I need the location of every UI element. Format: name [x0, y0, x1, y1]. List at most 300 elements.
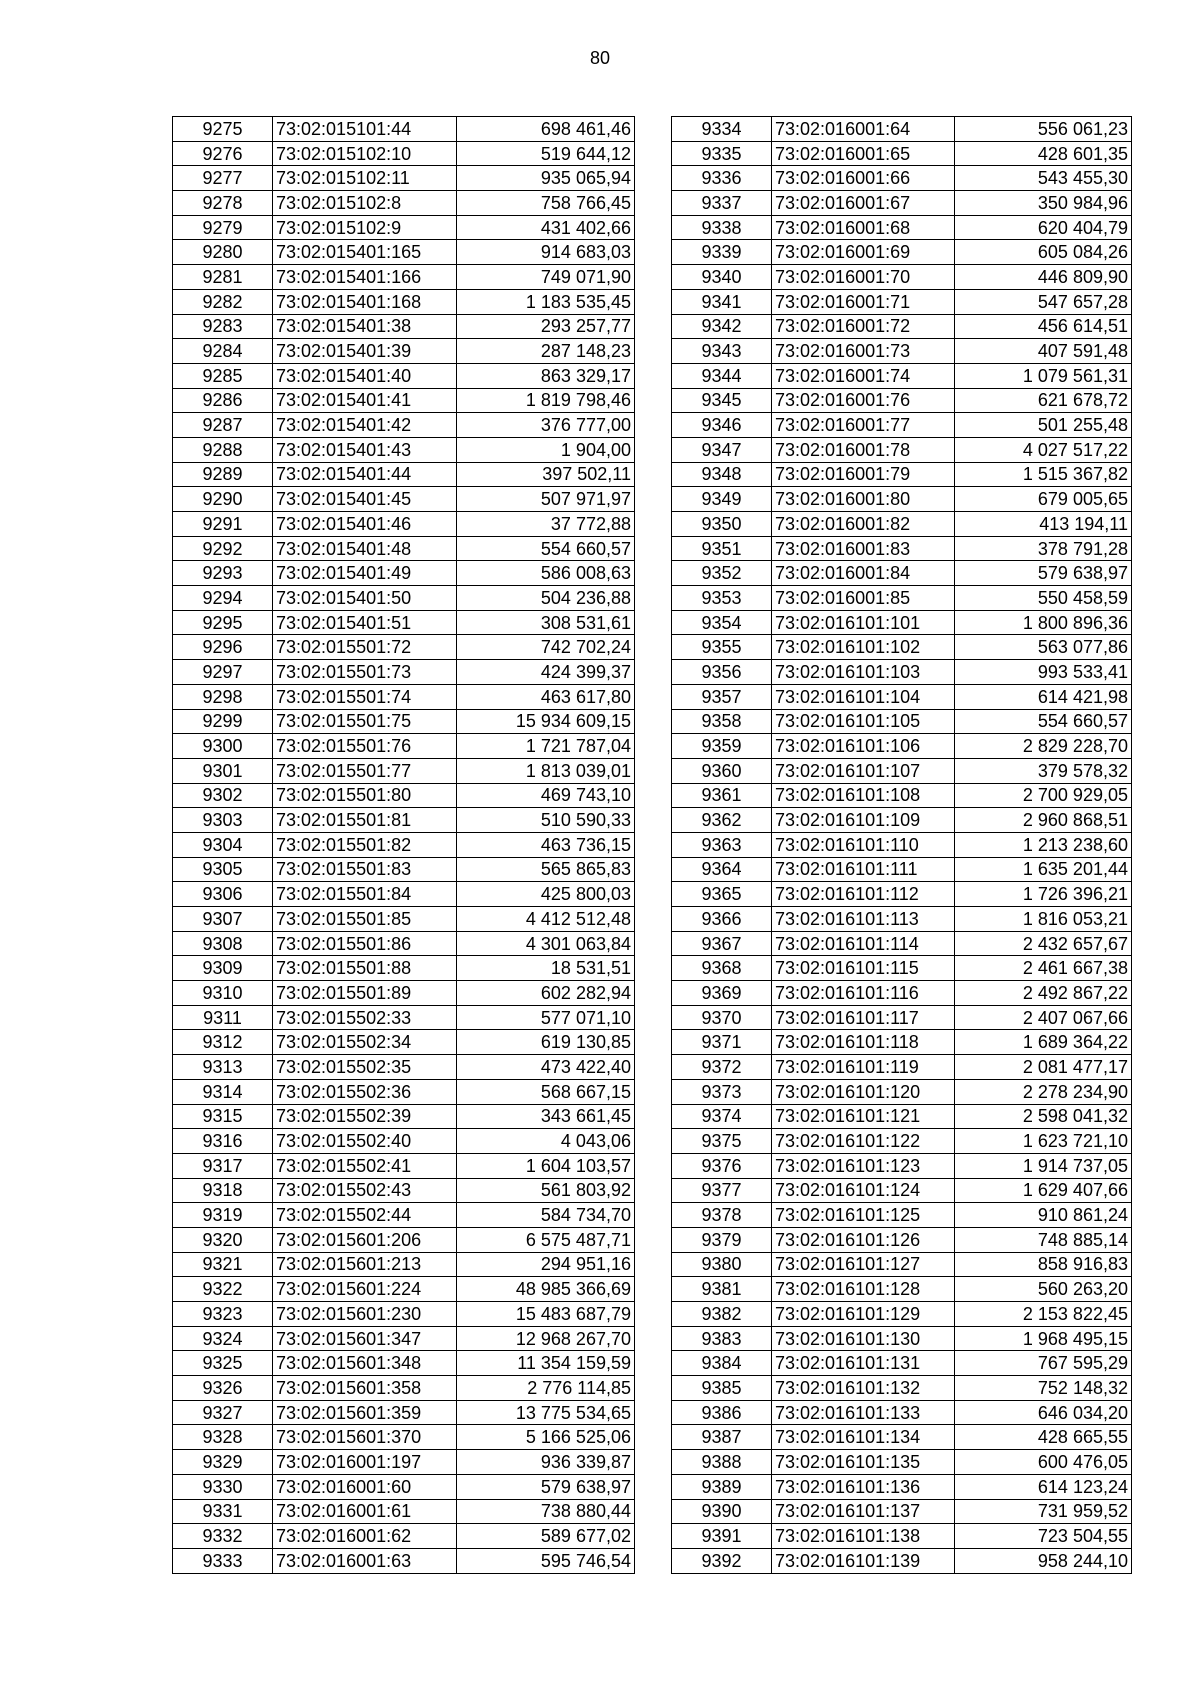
table-row [173, 981, 635, 1006]
cadastral-value: 619 130,85 [457, 1030, 635, 1055]
cadastral-value: 1 183 535,45 [457, 289, 635, 314]
cadastral-value: 2 407 067,66 [955, 1005, 1132, 1030]
cadastral-value: 2 776 114,85 [457, 1376, 635, 1401]
row-number: 9284 [173, 339, 273, 364]
table-row [672, 1351, 1132, 1376]
cadastral-value: 605 084,26 [955, 240, 1132, 265]
row-number: 9285 [173, 363, 273, 388]
cadastral-number: 73:02:016001:66 [772, 166, 955, 191]
row-number: 9345 [672, 388, 772, 413]
cadastral-number: 73:02:015502:34 [273, 1030, 457, 1055]
cadastral-number: 73:02:016001:60 [273, 1474, 457, 1499]
cadastral-number: 73:02:015501:88 [273, 956, 457, 981]
table-row [173, 660, 635, 685]
table-row [173, 437, 635, 462]
table-row [672, 487, 1132, 512]
cadastral-number: 73:02:015501:83 [273, 857, 457, 882]
row-number: 9317 [173, 1153, 273, 1178]
cadastral-number: 73:02:015102:10 [273, 141, 457, 166]
cadastral-number: 73:02:016101:138 [772, 1524, 955, 1549]
cadastral-value: 563 077,86 [955, 635, 1132, 660]
table-row [672, 660, 1132, 685]
row-number: 9361 [672, 783, 772, 808]
table-row [173, 240, 635, 265]
cadastral-number: 73:02:015601:359 [273, 1400, 457, 1425]
row-number: 9279 [173, 215, 273, 240]
cadastral-number: 73:02:015401:42 [273, 413, 457, 438]
table-row [173, 1326, 635, 1351]
cadastral-value: 1 604 103,57 [457, 1153, 635, 1178]
row-number: 9383 [672, 1326, 772, 1351]
table-row [672, 1055, 1132, 1080]
cadastral-value: 1 213 238,60 [955, 832, 1132, 857]
cadastral-number: 73:02:016001:65 [772, 141, 955, 166]
cadastral-value: 914 683,03 [457, 240, 635, 265]
table-row [173, 1277, 635, 1302]
cadastral-value: 1 515 367,82 [955, 462, 1132, 487]
cadastral-value: 579 638,97 [457, 1474, 635, 1499]
cadastral-number: 73:02:015502:41 [273, 1153, 457, 1178]
row-number: 9319 [173, 1203, 273, 1228]
cadastral-number: 73:02:015401:40 [273, 363, 457, 388]
row-number: 9295 [173, 610, 273, 635]
row-number: 9373 [672, 1079, 772, 1104]
cadastral-value: 1 819 798,46 [457, 388, 635, 413]
cadastral-value: 679 005,65 [955, 487, 1132, 512]
table-row [173, 1104, 635, 1129]
cadastral-value: 1 968 495,15 [955, 1326, 1132, 1351]
cadastral-value: 1 904,00 [457, 437, 635, 462]
cadastral-value: 958 244,10 [955, 1548, 1132, 1573]
cadastral-value: 397 502,11 [457, 462, 635, 487]
cadastral-value: 600 476,05 [955, 1450, 1132, 1475]
table-row [672, 882, 1132, 907]
table-row [672, 1153, 1132, 1178]
row-number: 9292 [173, 536, 273, 561]
table-row [672, 289, 1132, 314]
table-row [173, 1030, 635, 1055]
cadastral-value: 1 726 396,21 [955, 882, 1132, 907]
row-number: 9298 [173, 684, 273, 709]
row-number: 9367 [672, 931, 772, 956]
table-row [173, 907, 635, 932]
row-number: 9386 [672, 1400, 772, 1425]
row-number: 9318 [173, 1178, 273, 1203]
table-row [173, 339, 635, 364]
cadastral-number: 73:02:016101:107 [772, 758, 955, 783]
table-row [672, 1376, 1132, 1401]
cadastral-number: 73:02:015501:85 [273, 907, 457, 932]
cadastral-number: 73:02:016101:101 [772, 610, 955, 635]
row-number: 9309 [173, 956, 273, 981]
row-number: 9353 [672, 586, 772, 611]
table-row [672, 117, 1132, 142]
row-number: 9293 [173, 561, 273, 586]
cadastral-value: 568 667,15 [457, 1079, 635, 1104]
table-row [672, 437, 1132, 462]
cadastral-number: 73:02:016101:108 [772, 783, 955, 808]
cadastral-value: 378 791,28 [955, 536, 1132, 561]
table-row [173, 1499, 635, 1524]
cadastral-number: 73:02:015501:81 [273, 808, 457, 833]
cadastral-value: 621 678,72 [955, 388, 1132, 413]
cadastral-value: 510 590,33 [457, 808, 635, 833]
cadastral-number: 73:02:015501:74 [273, 684, 457, 709]
cadastral-number: 73:02:015502:33 [273, 1005, 457, 1030]
table-row [173, 1178, 635, 1203]
cadastral-value: 12 968 267,70 [457, 1326, 635, 1351]
cadastral-value: 456 614,51 [955, 314, 1132, 339]
cadastral-value: 519 644,12 [457, 141, 635, 166]
cadastral-number: 73:02:015401:44 [273, 462, 457, 487]
cadastral-value: 287 148,23 [457, 339, 635, 364]
table-row [173, 684, 635, 709]
cadastral-value: 742 702,24 [457, 635, 635, 660]
row-number: 9330 [173, 1474, 273, 1499]
table-row [672, 1326, 1132, 1351]
cadastral-value: 993 533,41 [955, 660, 1132, 685]
row-number: 9366 [672, 907, 772, 932]
table-row [672, 1474, 1132, 1499]
row-number: 9387 [672, 1425, 772, 1450]
cadastral-number: 73:02:015401:41 [273, 388, 457, 413]
table-row [173, 1425, 635, 1450]
row-number: 9338 [672, 215, 772, 240]
cadastral-value: 446 809,90 [955, 265, 1132, 290]
row-number: 9346 [672, 413, 772, 438]
row-number: 9381 [672, 1277, 772, 1302]
table-row [173, 734, 635, 759]
cadastral-number: 73:02:015401:166 [273, 265, 457, 290]
table-row [672, 1005, 1132, 1030]
cadastral-number: 73:02:016001:73 [772, 339, 955, 364]
table-row [672, 931, 1132, 956]
row-number: 9294 [173, 586, 273, 611]
cadastral-number: 73:02:016101:102 [772, 635, 955, 660]
row-number: 9379 [672, 1227, 772, 1252]
table-row [173, 709, 635, 734]
row-number: 9341 [672, 289, 772, 314]
row-number: 9325 [173, 1351, 273, 1376]
cadastral-value: 646 034,20 [955, 1400, 1132, 1425]
row-number: 9275 [173, 117, 273, 142]
row-number: 9368 [672, 956, 772, 981]
cadastral-value: 2 960 868,51 [955, 808, 1132, 833]
table-row [173, 388, 635, 413]
cadastral-number: 73:02:016101:120 [772, 1079, 955, 1104]
table-row [173, 758, 635, 783]
table-row [672, 1450, 1132, 1475]
row-number: 9342 [672, 314, 772, 339]
row-number: 9384 [672, 1351, 772, 1376]
table-row [672, 561, 1132, 586]
cadastral-value: 463 617,80 [457, 684, 635, 709]
cadastral-value: 595 746,54 [457, 1548, 635, 1573]
cadastral-value: 731 959,52 [955, 1499, 1132, 1524]
cadastral-number: 73:02:015502:43 [273, 1178, 457, 1203]
cadastral-value: 723 504,55 [955, 1524, 1132, 1549]
cadastral-number: 73:02:015401:48 [273, 536, 457, 561]
cadastral-value: 413 194,11 [955, 512, 1132, 537]
cadastral-number: 73:02:016101:103 [772, 660, 955, 685]
table-row [173, 857, 635, 882]
cadastral-number: 73:02:015601:348 [273, 1351, 457, 1376]
cadastral-value: 1 813 039,01 [457, 758, 635, 783]
cadastral-value: 501 255,48 [955, 413, 1132, 438]
cadastral-number: 73:02:015601:206 [273, 1227, 457, 1252]
table-row [672, 1079, 1132, 1104]
table-row [173, 1153, 635, 1178]
cadastral-number: 73:02:016101:105 [772, 709, 955, 734]
cadastral-value: 13 775 534,65 [457, 1400, 635, 1425]
row-number: 9365 [672, 882, 772, 907]
table-row [672, 1227, 1132, 1252]
cadastral-value: 507 971,97 [457, 487, 635, 512]
table-row [173, 462, 635, 487]
row-number: 9377 [672, 1178, 772, 1203]
table-row [173, 166, 635, 191]
table-row [672, 1030, 1132, 1055]
cadastral-number: 73:02:015102:9 [273, 215, 457, 240]
cadastral-value: 863 329,17 [457, 363, 635, 388]
cadastral-value: 1 800 896,36 [955, 610, 1132, 635]
table-row [173, 783, 635, 808]
table-row [173, 1376, 635, 1401]
row-number: 9378 [672, 1203, 772, 1228]
cadastral-value: 577 071,10 [457, 1005, 635, 1030]
row-number: 9390 [672, 1499, 772, 1524]
cadastral-value: 2 700 929,05 [955, 783, 1132, 808]
table-row [173, 1055, 635, 1080]
cadastral-value: 308 531,61 [457, 610, 635, 635]
row-number: 9380 [672, 1252, 772, 1277]
table-row [173, 314, 635, 339]
page-number: 80 [589, 48, 611, 68]
cadastral-number: 73:02:016001:76 [772, 388, 955, 413]
cadastral-value: 620 404,79 [955, 215, 1132, 240]
table-row [173, 1474, 635, 1499]
table-row [672, 1302, 1132, 1327]
cadastral-number: 73:02:015401:45 [273, 487, 457, 512]
cadastral-value: 554 660,57 [955, 709, 1132, 734]
row-number: 9336 [672, 166, 772, 191]
cadastral-value: 547 657,28 [955, 289, 1132, 314]
cadastral-value: 2 278 234,90 [955, 1079, 1132, 1104]
table-row [672, 1178, 1132, 1203]
cadastral-number: 73:02:015501:84 [273, 882, 457, 907]
cadastral-value: 758 766,45 [457, 191, 635, 216]
row-number: 9300 [173, 734, 273, 759]
cadastral-number: 73:02:016001:78 [772, 437, 955, 462]
row-number: 9344 [672, 363, 772, 388]
cadastral-number: 73:02:016001:64 [772, 117, 955, 142]
row-number: 9327 [173, 1400, 273, 1425]
row-number: 9326 [173, 1376, 273, 1401]
cadastral-value: 579 638,97 [955, 561, 1132, 586]
row-number: 9281 [173, 265, 273, 290]
cadastral-number: 73:02:016101:104 [772, 684, 955, 709]
table-row [672, 586, 1132, 611]
cadastral-number: 73:02:015501:80 [273, 783, 457, 808]
table-row [672, 635, 1132, 660]
cadastral-value: 2 598 041,32 [955, 1104, 1132, 1129]
table-row [173, 536, 635, 561]
row-number: 9374 [672, 1104, 772, 1129]
cadastral-value: 4 027 517,22 [955, 437, 1132, 462]
cadastral-number: 73:02:015502:36 [273, 1079, 457, 1104]
table-row [672, 363, 1132, 388]
cadastral-value: 698 461,46 [457, 117, 635, 142]
cadastral-number: 73:02:015502:40 [273, 1129, 457, 1154]
cadastral-value: 294 951,16 [457, 1252, 635, 1277]
cadastral-number: 73:02:015501:86 [273, 931, 457, 956]
cadastral-number: 73:02:016001:68 [772, 215, 955, 240]
cadastral-number: 73:02:016001:74 [772, 363, 955, 388]
cadastral-number: 73:02:016001:82 [772, 512, 955, 537]
row-number: 9362 [672, 808, 772, 833]
row-number: 9288 [173, 437, 273, 462]
row-number: 9304 [173, 832, 273, 857]
row-number: 9331 [173, 1499, 273, 1524]
row-number: 9328 [173, 1425, 273, 1450]
cadastral-number: 73:02:015601:358 [273, 1376, 457, 1401]
cadastral-number: 73:02:015401:168 [273, 289, 457, 314]
table-row [173, 635, 635, 660]
row-number: 9310 [173, 981, 273, 1006]
cadastral-value: 554 660,57 [457, 536, 635, 561]
cadastral-value: 586 008,63 [457, 561, 635, 586]
table-row [173, 832, 635, 857]
cadastral-number: 73:02:016101:130 [772, 1326, 955, 1351]
cadastral-number: 73:02:016101:135 [772, 1450, 955, 1475]
table-row [173, 141, 635, 166]
table-row [672, 240, 1132, 265]
table-row [173, 610, 635, 635]
row-number: 9315 [173, 1104, 273, 1129]
table-row [173, 1079, 635, 1104]
cadastral-value: 936 339,87 [457, 1450, 635, 1475]
cadastral-value: 469 743,10 [457, 783, 635, 808]
row-number: 9290 [173, 487, 273, 512]
table-row [173, 487, 635, 512]
cadastral-number: 73:02:016001:63 [273, 1548, 457, 1573]
table-row [672, 783, 1132, 808]
table-row [672, 462, 1132, 487]
cadastral-value: 431 402,66 [457, 215, 635, 240]
cadastral-number: 73:02:016001:83 [772, 536, 955, 561]
cadastral-value: 37 772,88 [457, 512, 635, 537]
table-row [672, 684, 1132, 709]
row-number: 9329 [173, 1450, 273, 1475]
cadastral-value: 589 677,02 [457, 1524, 635, 1549]
cadastral-value: 473 422,40 [457, 1055, 635, 1080]
table-row [173, 215, 635, 240]
table-row [672, 141, 1132, 166]
row-number: 9303 [173, 808, 273, 833]
table-row [672, 265, 1132, 290]
row-number: 9348 [672, 462, 772, 487]
row-number: 9340 [672, 265, 772, 290]
row-number: 9372 [672, 1055, 772, 1080]
cadastral-number: 73:02:015501:72 [273, 635, 457, 660]
table-row [173, 1524, 635, 1549]
table-row [672, 956, 1132, 981]
cadastral-value: 1 689 364,22 [955, 1030, 1132, 1055]
cadastral-value: 18 531,51 [457, 956, 635, 981]
cadastral-value: 343 661,45 [457, 1104, 635, 1129]
row-number: 9347 [672, 437, 772, 462]
table-row [672, 758, 1132, 783]
cadastral-number: 73:02:016001:61 [273, 1499, 457, 1524]
row-number: 9356 [672, 660, 772, 685]
table-row [672, 166, 1132, 191]
cadastral-number: 73:02:016001:70 [772, 265, 955, 290]
row-number: 9382 [672, 1302, 772, 1327]
cadastral-number: 73:02:016101:117 [772, 1005, 955, 1030]
row-number: 9334 [672, 117, 772, 142]
cadastral-number: 73:02:016101:111 [772, 857, 955, 882]
row-number: 9306 [173, 882, 273, 907]
row-number: 9320 [173, 1227, 273, 1252]
table-row [672, 1524, 1132, 1549]
cadastral-number: 73:02:016101:131 [772, 1351, 955, 1376]
cadastral-number: 73:02:016001:80 [772, 487, 955, 512]
cadastral-value: 561 803,92 [457, 1178, 635, 1203]
row-number: 9363 [672, 832, 772, 857]
cadastral-number: 73:02:016101:106 [772, 734, 955, 759]
table-row [672, 512, 1132, 537]
row-number: 9324 [173, 1326, 273, 1351]
table-row [672, 215, 1132, 240]
row-number: 9333 [173, 1548, 273, 1573]
table-row [672, 808, 1132, 833]
row-number: 9301 [173, 758, 273, 783]
row-number: 9299 [173, 709, 273, 734]
cadastral-number: 73:02:015501:82 [273, 832, 457, 857]
row-number: 9321 [173, 1252, 273, 1277]
row-number: 9391 [672, 1524, 772, 1549]
table-row [672, 339, 1132, 364]
table-row [173, 1252, 635, 1277]
cadastral-value: 2 432 657,67 [955, 931, 1132, 956]
cadastral-value: 749 071,90 [457, 265, 635, 290]
cadastral-value: 2 153 822,45 [955, 1302, 1132, 1327]
cadastral-value: 614 421,98 [955, 684, 1132, 709]
cadastral-value: 1 816 053,21 [955, 907, 1132, 932]
row-number: 9351 [672, 536, 772, 561]
cadastral-value: 2 492 867,22 [955, 981, 1132, 1006]
cadastral-number: 73:02:016001:62 [273, 1524, 457, 1549]
cadastral-value: 1 629 407,66 [955, 1178, 1132, 1203]
cadastral-number: 73:02:016101:109 [772, 808, 955, 833]
row-number: 9282 [173, 289, 273, 314]
cadastral-number: 73:02:015601:213 [273, 1252, 457, 1277]
table-row [173, 1450, 635, 1475]
row-number: 9343 [672, 339, 772, 364]
table-row [173, 1203, 635, 1228]
cadastral-number: 73:02:016001:67 [772, 191, 955, 216]
cadastral-number: 73:02:015501:77 [273, 758, 457, 783]
cadastral-number: 73:02:015501:76 [273, 734, 457, 759]
row-number: 9312 [173, 1030, 273, 1055]
row-number: 9339 [672, 240, 772, 265]
row-number: 9277 [173, 166, 273, 191]
cadastral-number: 73:02:015502:44 [273, 1203, 457, 1228]
cadastral-value: 407 591,48 [955, 339, 1132, 364]
cadastral-value: 752 148,32 [955, 1376, 1132, 1401]
cadastral-value: 2 081 477,17 [955, 1055, 1132, 1080]
row-number: 9337 [672, 191, 772, 216]
